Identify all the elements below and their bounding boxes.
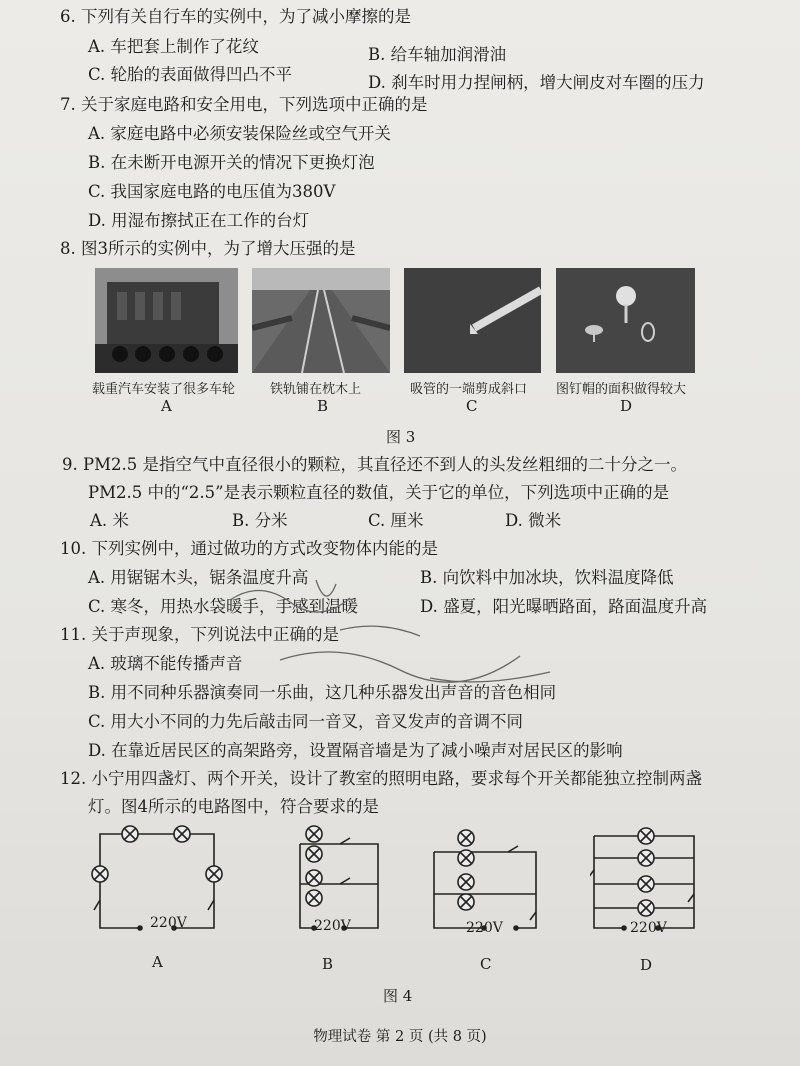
page-footer: 物理试卷 第 2 页 (共 8 页) [313, 1029, 487, 1045]
q8-caption-d: 图钉帽的面积做得较大 [556, 382, 687, 397]
q11-option-a: A. 玻璃不能传播声音 [88, 654, 243, 673]
q8-caption-b: 铁轨铺在枕木上 [270, 382, 362, 397]
figure-4-label: 图 4 [383, 987, 413, 1005]
q8-letter-a: A [161, 397, 172, 415]
q6-stem: 6. 下列有关自行车的实例中，为了减小摩擦的是 [60, 7, 411, 26]
q8-letter-d: D [620, 397, 633, 415]
q10-stem: 10. 下列实例中，通过做功的方式改变物体内能的是 [60, 539, 438, 558]
q11-option-b: B. 用不同种乐器演奏同一乐曲，这几种乐器发出声音的音色相同 [88, 683, 557, 702]
photo-straw [404, 268, 541, 373]
q9-option-b: B. 分米 [232, 511, 288, 530]
photo-truck [95, 268, 238, 373]
q10-option-a: A. 用锯锯木头，锯条温度升高 [88, 568, 309, 587]
q7-option-b: B. 在未断开电源开关的情况下更换灯泡 [88, 153, 375, 172]
q8-letter-b: B [317, 397, 329, 415]
figure-3-label: 图 3 [386, 428, 416, 446]
q6-option-b: B. 给车轴加润滑油 [368, 45, 507, 64]
q6-option-c: C. 轮胎的表面做得凹凸不平 [88, 65, 293, 84]
q7-option-c: C. 我国家庭电路的电压值为380V [88, 182, 336, 201]
q8-caption-a: 载重汽车安装了很多车轮 [92, 382, 236, 397]
q12-stem-line1: 12. 小宁用四盏灯、两个开关，设计了教室的照明电路，要求每个开关都能独立控制两盏 [60, 769, 702, 788]
circuit-d-voltage: 220V [630, 920, 667, 936]
q9-option-c: C. 厘米 [368, 511, 424, 530]
q11-stem: 11. 关于声现象，下列说法中正确的是 [60, 625, 339, 644]
circuit-c-voltage: 220V [466, 920, 503, 936]
q6-option-a: A. 车把套上制作了花纹 [88, 37, 259, 56]
q7-stem: 7. 关于家庭电路和安全用电，下列选项中正确的是 [60, 95, 428, 114]
q9-stem-line1: 9. PM2.5 是指空气中直径很小的颗粒，其直径还不到人的头发丝粗细的二十分之一。 [62, 455, 687, 474]
q11-option-d: D. 在靠近居民区的高架路旁，设置隔音墙是为了减小噪声对居民区的影响 [88, 741, 623, 760]
q10-option-b: B. 向饮料中加冰块，饮料温度降低 [420, 568, 674, 587]
photo-railway [252, 268, 390, 373]
circuit-b-voltage: 220V [314, 918, 351, 934]
q7-option-d: D. 用湿布擦拭正在工作的台灯 [88, 211, 310, 230]
q9-stem-line2: PM2.5 中的“2.5”是表示颗粒直径的数值，关于它的单位，下列选项中正确的是 [88, 483, 670, 502]
q7-option-a: A. 家庭电路中必须安装保险丝或空气开关 [88, 124, 391, 143]
q8-letter-c: C [466, 397, 478, 415]
q12-letter-d: D [640, 956, 653, 974]
q11-option-c: C. 用大小不同的力先后敲击同一音叉，音叉发声的音调不同 [88, 712, 524, 731]
q9-option-d: D. 微米 [505, 511, 562, 530]
q8-stem: 8. 图3所示的实例中，为了增大压强的是 [60, 239, 356, 258]
q12-letter-c: C [480, 955, 492, 973]
q6-option-d: D. 刹车时用力捏闸柄，增大闸皮对车圈的压力 [368, 73, 705, 92]
q12-letter-a: A [152, 953, 163, 971]
circuit-a-voltage: 220V [150, 915, 187, 931]
q10-option-d: D. 盛夏，阳光曝晒路面，路面温度升高 [420, 597, 708, 616]
q12-letter-b: B [322, 955, 334, 973]
photo-thumbtack [556, 268, 695, 373]
q10-option-c: C. 寒冬，用热水袋暖手，手感到温暖 [88, 597, 359, 616]
q12-stem-line2: 灯。图4所示的电路图中，符合要求的是 [88, 797, 379, 816]
q9-option-a: A. 米 [90, 511, 129, 530]
q8-caption-c: 吸管的一端剪成斜口 [410, 382, 528, 397]
